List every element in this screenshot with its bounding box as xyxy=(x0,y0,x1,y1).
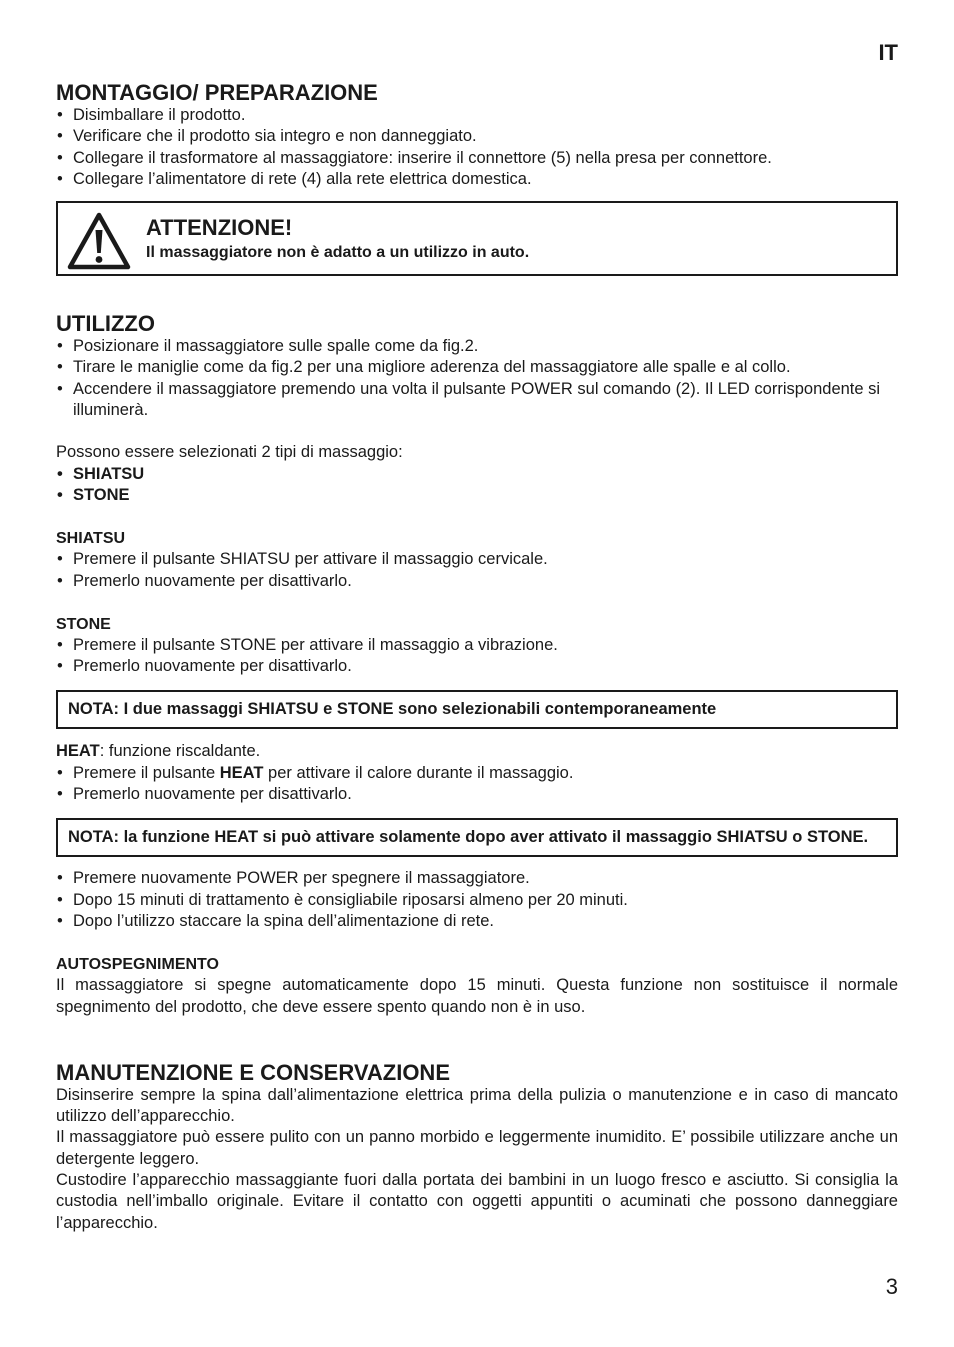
heat-item-pre: Premere il pulsante xyxy=(73,763,220,782)
montaggio-list xyxy=(56,105,898,190)
massage-types-list xyxy=(56,464,898,507)
note-box-massaggi: NOTA: I due massaggi SHIATSU e STONE sono selezionabili contemporaneamente xyxy=(56,690,898,729)
list-item: • Accendere il massaggiatore premendo una volta il pulsante POWER sul comando (2). Il LED corrispondente si illuminerà. xyxy=(56,379,898,422)
note-box-heat: NOTA: la funzione HEAT si può attivare solamente dopo aver attivato il massaggio SHIATSU o STONE. xyxy=(56,818,898,857)
list-item: • Collegare l’alimentatore di rete (4) alla rete elettrica domestica. xyxy=(56,169,898,190)
subsection-title-stone: STONE xyxy=(56,615,111,633)
page-number: 3 xyxy=(885,1274,898,1299)
stone-list xyxy=(56,635,898,678)
section-title-utilizzo: UTILIZZO xyxy=(56,311,155,337)
page-content xyxy=(56,40,898,1234)
heat-list xyxy=(56,763,898,806)
subsection-title-shiatsu: SHIATSU xyxy=(56,530,126,548)
manutenzione-paragraph-2: Il massaggiatore può essere pulito con un panno morbido e leggermente inumidito. E’ possibile utilizzare anche un detergente leggero. xyxy=(56,1128,898,1168)
warning-text: Il massaggiatore non è adatto a un utilizzo in auto. xyxy=(146,244,530,262)
shiatsu-list xyxy=(56,549,898,592)
heat-item-bold: HEAT xyxy=(219,763,264,782)
manutenzione-paragraph-3: Custodire l’apparecchio massaggiante fuori dalla portata dei bambini in un luogo fresco e asciutto. Si consiglia la custodia nell’imballo originale. Evitare il contatto con oggetti appuntiti o acuminati che possono danneggiare l’apparecchio. xyxy=(56,1171,898,1232)
list-item: • Tirare le maniglie come da fig.2 per una migliore aderenza del massaggiatore alle spalle e al collo. xyxy=(56,357,898,378)
list-item: • Disimballare il prodotto. xyxy=(56,105,898,126)
list-item: • Verificare che il prodotto sia integro e non danneggiato. xyxy=(56,126,898,147)
list-item: • SHIATSU xyxy=(56,464,898,485)
list-item: • Dopo l’utilizzo staccare la spina dell’alimentazione di rete. xyxy=(56,911,898,932)
section-title-manutenzione: MANUTENZIONE E CONSERVAZIONE xyxy=(56,1059,450,1085)
list-item: • Premere il pulsante SHIATSU per attivare il massaggio cervicale. xyxy=(56,549,898,570)
language-code: IT xyxy=(878,40,898,65)
list-item: • Premerlo nuovamente per disattivarlo. xyxy=(56,784,898,805)
warning-box xyxy=(56,201,898,276)
massage-types-intro: Possono essere selezionati 2 tipi di massaggio: xyxy=(56,443,403,462)
list-item: • Premerlo nuovamente per disattivarlo. xyxy=(56,571,898,592)
list-item: • Collegare il trasformatore al massaggiatore: inserire il connettore (5) nella presa per connettore. xyxy=(56,148,898,169)
manutenzione-paragraph-1: Disinserire sempre la spina dall’alimentazione elettrica prima della pulizia o manutenzione e in caso di mancato utilizzo dell’apparecchio. xyxy=(56,1085,898,1126)
warning-triangle-icon xyxy=(67,212,131,270)
section-title-montaggio: MONTAGGIO/ PREPARAZIONE xyxy=(56,80,378,105)
list-item: • STONE xyxy=(56,485,898,506)
warning-title: ATTENZIONE! xyxy=(146,215,293,241)
list-item: • Premerlo nuovamente per disattivarlo. xyxy=(56,656,898,677)
list-item xyxy=(56,763,898,784)
autospegnimento-text: Il massaggiatore si spegne automaticamente dopo 15 minuti. Questa funzione non sostituisce il normale spegnimento del prodotto, che deve essere spento quando non è in uso. xyxy=(56,976,898,1016)
heat-desc: : funzione riscaldante. xyxy=(99,742,261,761)
list-item: • Premere il pulsante STONE per attivare il massaggio a vibrazione. xyxy=(56,635,898,656)
heat-label: HEAT xyxy=(56,742,100,761)
heat-description xyxy=(56,741,898,762)
after-use-list xyxy=(56,868,898,932)
list-item: • Dopo 15 minuti di trattamento è consigliabile riposarsi almeno per 20 minuti. xyxy=(56,890,898,911)
list-item: • Premere nuovamente POWER per spegnere il massaggiatore. xyxy=(56,868,898,889)
heat-item-post: per attivare il calore durante il massaggio. xyxy=(263,763,574,782)
list-item: • Posizionare il massaggiatore sulle spalle come da fig.2. xyxy=(56,336,898,357)
utilizzo-list xyxy=(56,336,898,421)
subsection-title-autospegnimento: AUTOSPEGNIMENTO xyxy=(56,956,219,974)
